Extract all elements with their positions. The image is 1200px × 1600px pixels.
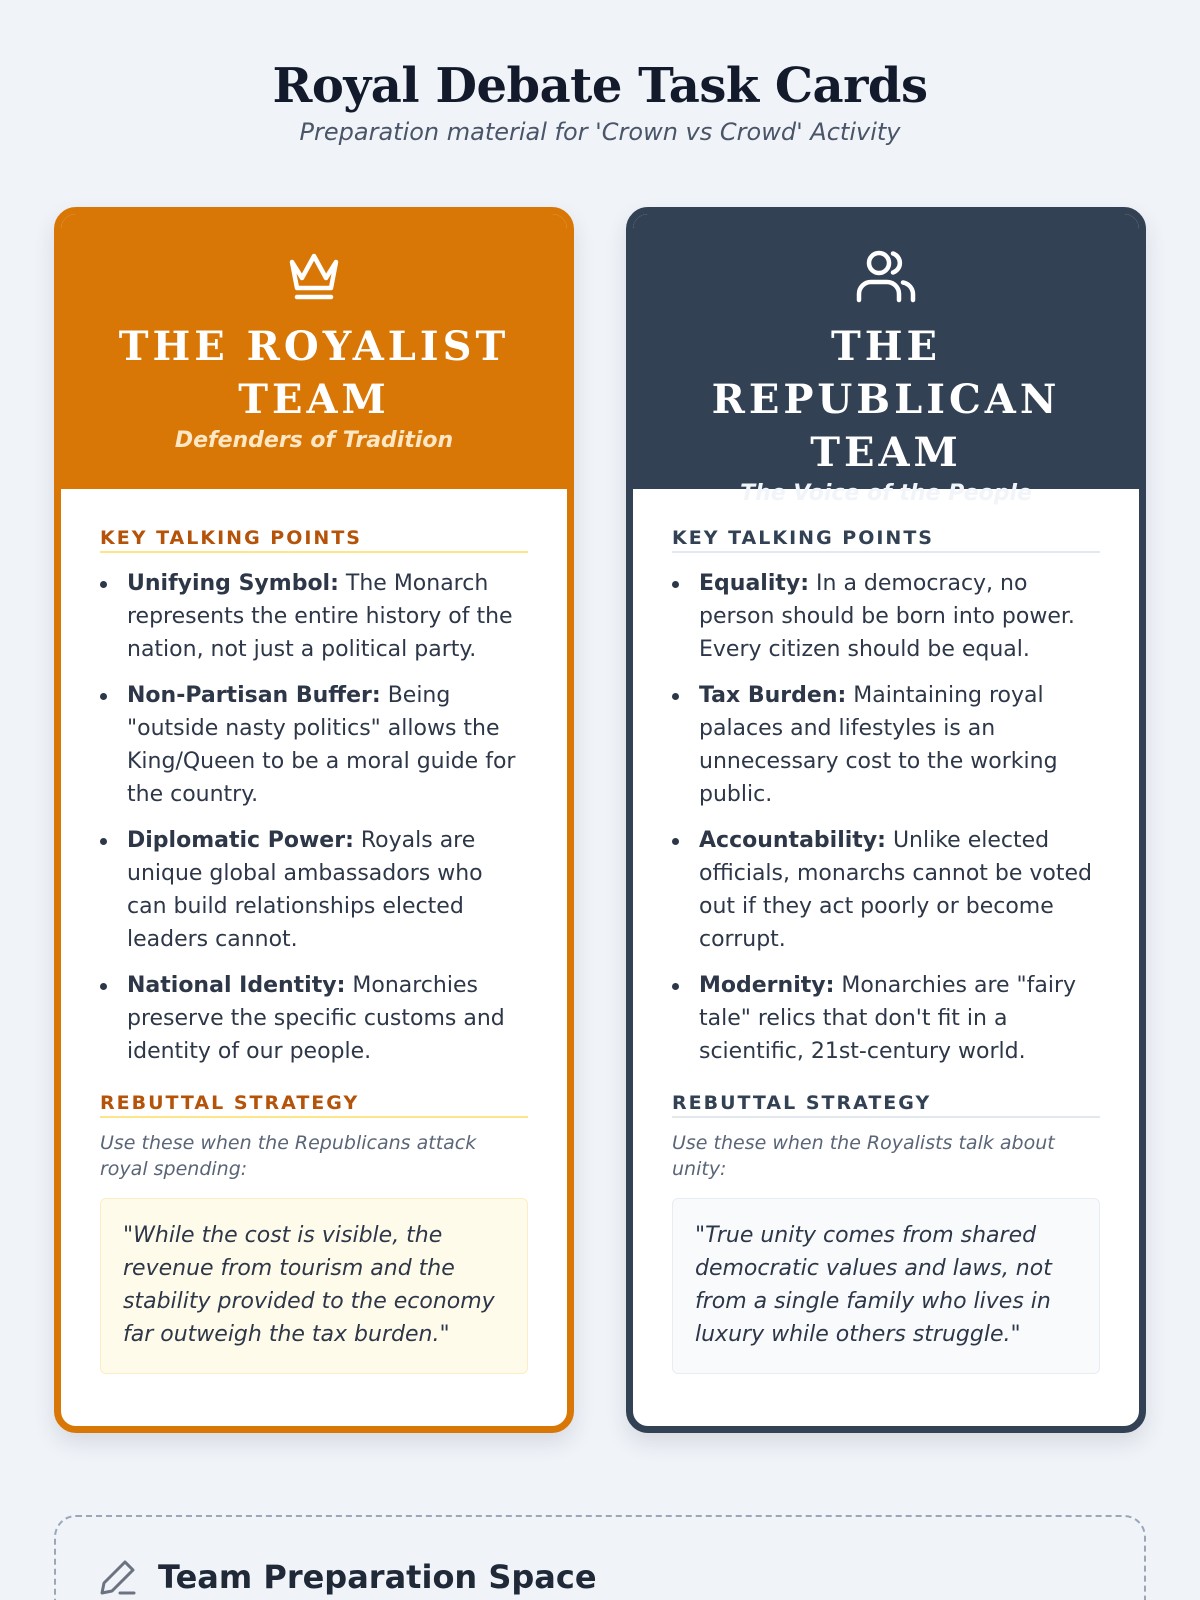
royalist-team-card [54, 207, 574, 1433]
pencil-icon [98, 1557, 138, 1597]
point-text: In a democracy, no person should be born into power. Every citizen should be equal. [699, 571, 1075, 662]
list-item [100, 824, 528, 956]
users-icon [854, 244, 918, 308]
list-item [672, 824, 1100, 956]
point-label: Equality: [699, 571, 810, 596]
prep-header [98, 1557, 597, 1597]
rebuttal-heading: REBUTTAL STRATEGY [100, 1092, 528, 1118]
list-item [672, 567, 1100, 666]
rebuttal-quote: "While the cost is visible, the revenue from tourism and the stability provided to the economy far outweigh the tax burden." [100, 1198, 528, 1374]
point-text: Unlike elected officials, monarchs cannot be voted out if they act poorly or become corrupt. [699, 828, 1092, 952]
rebuttal-heading: REBUTTAL STRATEGY [672, 1092, 1100, 1118]
talking-points-heading: KEY TALKING POINTS [672, 527, 1100, 553]
crown-icon [282, 244, 346, 308]
card-body [633, 489, 1139, 1374]
talking-points-list [100, 567, 528, 1068]
point-label: National Identity: [127, 973, 346, 998]
point-label: Modernity: [699, 973, 835, 998]
task-cards [54, 207, 1146, 1433]
point-text: Monarchies preserve the specific customs and identity of our people. [127, 973, 505, 1064]
rebuttal-note: Use these when the Royalists talk about unity: [672, 1132, 1055, 1180]
point-label: Unifying Symbol: [127, 571, 339, 596]
card-tagline: Defenders of Tradition [174, 428, 454, 453]
card-body [61, 489, 567, 1374]
list-item [100, 969, 528, 1068]
page-subtitle: Preparation material for 'Crown vs Crowd' Activity [299, 118, 901, 146]
card-title: THE REPUBLICAN TEAM [711, 323, 1061, 476]
point-text: Monarchies are "fairy tale" relics that don't fit in a scientific, 21st-century world. [699, 973, 1077, 1064]
card-tagline: The Voice of the People [740, 481, 1032, 506]
point-text: Royals are unique global ambassadors who can build relationships elected leaders cannot. [127, 828, 483, 952]
point-label: Tax Burden: [699, 683, 847, 708]
list-item [100, 567, 528, 666]
talking-points-list [672, 567, 1100, 1068]
list-item [100, 679, 528, 811]
republican-team-card [626, 207, 1146, 1433]
point-label: Accountability: [699, 828, 886, 853]
prep-title: Team Preparation Space [158, 1558, 597, 1596]
card-title: THE ROYALIST TEAM [118, 323, 510, 423]
point-label: Diplomatic Power: [127, 828, 354, 853]
talking-points-heading: KEY TALKING POINTS [100, 527, 528, 553]
page-header [0, 0, 1200, 146]
team-preparation-space[interactable] [54, 1515, 1146, 1600]
point-text: Being "outside nasty politics" allows the King/Queen to be a moral guide for the country. [127, 683, 516, 807]
list-item [672, 679, 1100, 811]
rebuttal-quote: "True unity comes from shared democratic values and laws, not from a single family who lives in luxury while others struggle." [672, 1198, 1100, 1374]
page-title: Royal Debate Task Cards [272, 58, 928, 114]
card-header [633, 214, 1139, 506]
point-text: The Monarch represents the entire history of the nation, not just a political party. [127, 571, 513, 662]
point-label: Non-Partisan Buffer: [127, 683, 381, 708]
point-text: Maintaining royal palaces and lifestyles is an unnecessary cost to the working public. [699, 683, 1058, 807]
list-item [672, 969, 1100, 1068]
rebuttal-note: Use these when the Republicans attack royal spending: [100, 1132, 477, 1180]
card-header [61, 214, 567, 489]
